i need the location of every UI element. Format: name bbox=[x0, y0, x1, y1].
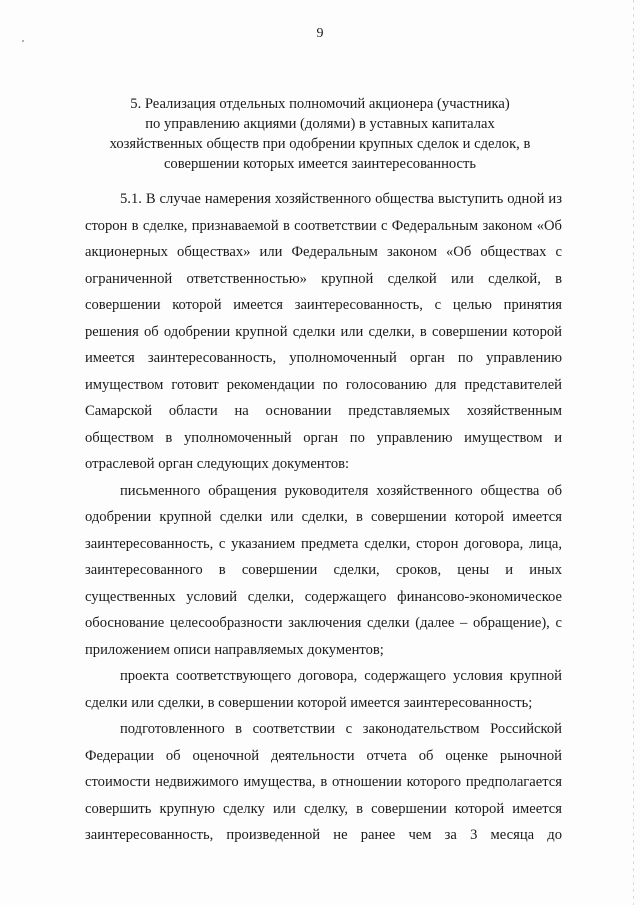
section-title-line: совершении которых имеется заинтересованность bbox=[163, 156, 477, 172]
section-title-line: хозяйственных обществ при одобрении крупных сделок и сделок, в bbox=[109, 136, 531, 152]
page-number: 9 bbox=[316, 26, 324, 41]
paragraph-5-1: 5.1. В случае намерения хозяйственного общества выступить одной из сторон в сделке, признаваемой в соответствии с Федеральным законом «Об акционерных обществах» или Федеральным законом «Об обществах с ограниченной ответственностью» крупной сделкой или сделкой, в совершении которой имеется заинтересованность, с целью принятия решения об одобрении крупной сделки или сделки, в совершении которой имеется заинтересованность, уполномоченный орган по управлению имуществом готовит рекомендации по голосованию для представителей Самарской области на основании представляемых хозяйственным обществом в уполномоченный орган по управлению имуществом и отраслевой орган следующих документов: bbox=[85, 191, 562, 472]
section-title-line: 5. Реализация отдельных полномочий акционера (участника) bbox=[130, 96, 510, 112]
list-item-draft-contract: проекта соответствующего договора, содержащего условия крупной сделки или сделки, в совершении которой имеется заинтересованность; bbox=[85, 668, 562, 711]
list-item-written-appeal: письменного обращения руководителя хозяйственного общества об одобрении крупной сделки или сделки, в совершении которой имеется заинтересованность, с указанием предмета сделки, сторон договора, лица, заинтересованного в совершении сделки, сроков, цены и иных существенных условий сделки, содержащего финансово-экономическое обоснование целесообразности заключения сделки (далее – обращение), с приложением описи направляемых документов; bbox=[85, 482, 562, 658]
section-title bbox=[100, 94, 540, 174]
section-title-line: по управлению акциями (долями) в уставных капиталах bbox=[145, 116, 495, 132]
scan-edge bbox=[633, 0, 634, 905]
list-item-valuation-report: подготовленного в соответствии с законодательством Российской Федерации об оценочной деятельности отчета об оценке рыночной стоимости недвижимого имущества, в отношении которого предполагается совершить крупную сделку или сделку, в совершении которой имеется заинтересованность, произведенной не ранее чем за 3 месяца до bbox=[85, 721, 562, 843]
document-body bbox=[85, 186, 562, 849]
